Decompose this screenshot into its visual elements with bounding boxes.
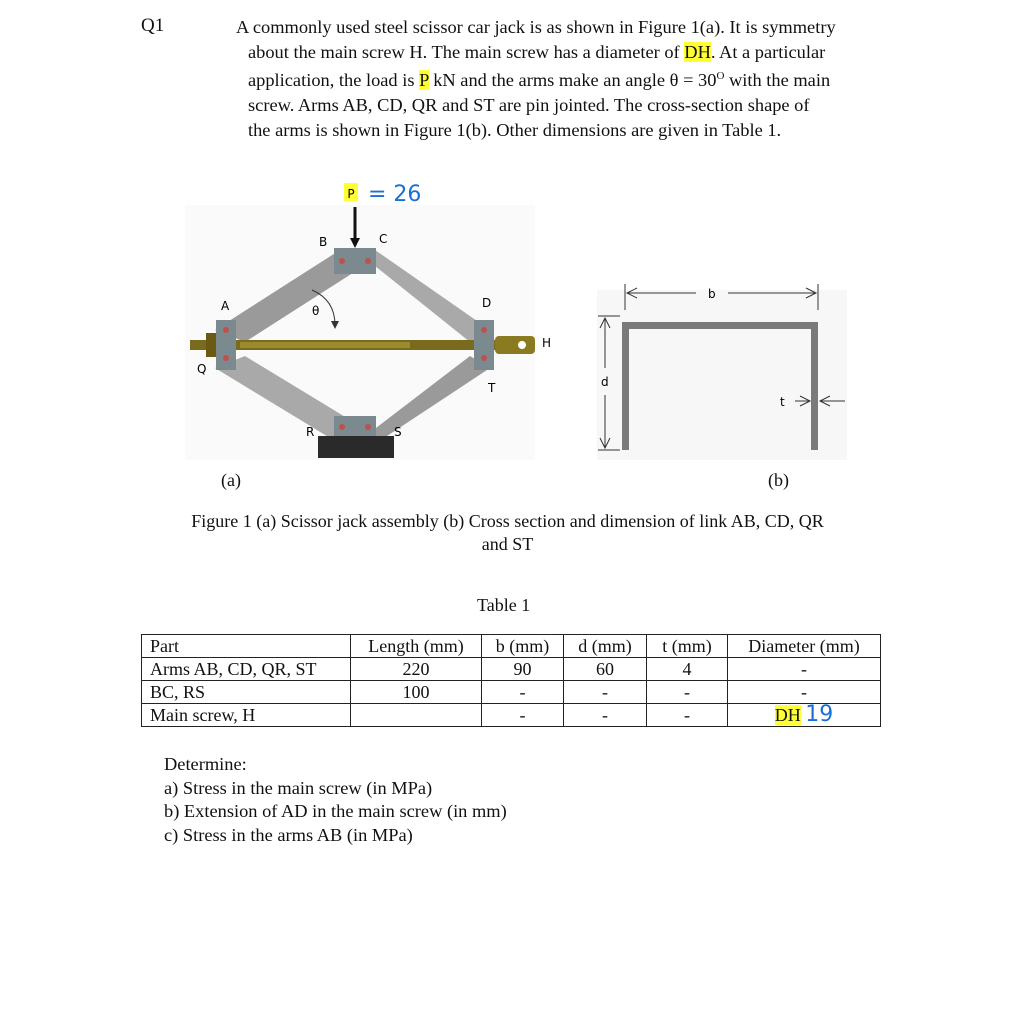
figure-caption-line-2: and ST [481,534,534,554]
label-d-dim: d [601,375,609,389]
table-cell: 100 [351,681,482,704]
label-h: H [542,336,552,350]
load-annotation: = 26 [368,182,422,207]
table-cell: - [482,704,564,727]
figure-b-caption: (b) [768,470,789,490]
diameter-label: DH [774,705,801,725]
question-number: Q1 [141,15,165,36]
table-cell: BC, RS [142,681,351,704]
table-cell: 60 [564,658,647,681]
table-header: Length (mm) [351,635,482,658]
label-t: T [488,381,496,395]
table-cell [351,704,482,727]
label-b: B [319,235,328,249]
figure-1 [0,0,1021,480]
cross-section-right-flange [811,322,818,450]
question-line-5: the arms is shown in Figure 1(b). Other dimensions are given in Table 1. [248,119,782,140]
label-a: A [221,299,230,313]
table-header: Part [142,635,351,658]
diameter-handwritten-value: 19 [805,702,834,727]
question-line-4: screw. Arms AB, CD, QR and ST are pin jointed. The cross-section shape of [248,94,810,115]
label-s: S [394,425,402,439]
highlight-dh: DH [684,41,711,62]
label-d: D [482,296,492,310]
label-t-dim: t [780,395,785,409]
table-cell: - [647,681,728,704]
label-c: C [379,232,388,246]
screw-nut [206,333,216,357]
figure-b-panel [597,290,847,460]
question-line-3: application, the load is P kN and the arms make an angle $\theta = 30^O$ with the main [248,70,831,91]
table-header-row [142,635,881,658]
table-title: Table 1 [477,595,531,615]
dimensions-table [141,634,881,727]
figure-caption [100,510,915,556]
theta-label: θ [312,304,320,318]
figure-caption-line-1: Figure 1 (a) Scissor jack assembly (b) Cross section and dimension of link AB, CD, QR [191,511,824,531]
table-cell: - [728,681,881,704]
cross-section-left-flange [622,322,629,450]
table-cell: 220 [351,658,482,681]
determine-item-c: c) Stress in the arms AB (in MPa) [164,824,413,845]
determine-item-a: a) Stress in the main screw (in MPa) [164,777,433,798]
determine-item-b: b) Extension of AD in the main screw (in mm) [164,801,507,821]
table-cell: 4 [647,658,728,681]
determine-section [164,753,507,847]
screw-end [495,336,535,354]
base-plate [318,436,394,458]
table-row [142,704,881,727]
diameter-cell [728,704,881,727]
load-label: P [347,187,355,201]
table-cell: 90 [482,658,564,681]
table-header: t (mm) [647,635,728,658]
determine-heading: Determine: [164,754,247,774]
screw-eye [518,341,526,349]
table-cell: - [728,658,881,681]
label-b-dim: b [708,287,716,301]
label-r: R [306,425,315,439]
table-cell: - [482,681,564,704]
table-row [142,681,881,704]
table-cell: Main screw, H [142,704,351,727]
table-cell: - [647,704,728,727]
figure-a-caption: (a) [221,470,241,490]
table-header: Diameter (mm) [728,635,881,658]
question-line-1: A commonly used steel scissor car jack is as shown in Figure 1(a). It is symmetry [236,17,836,37]
highlight-p: P [419,70,429,91]
table-row [142,658,881,681]
table-header: d (mm) [564,635,647,658]
question-line-2: about the main screw H. The main screw has a diameter of DH. At a particular [248,41,826,62]
table-header: b (mm) [482,635,564,658]
label-q: Q [197,362,207,376]
table-cell: - [564,681,647,704]
table-cell: Arms AB, CD, QR, ST [142,658,351,681]
cross-section-web [622,322,818,329]
table-cell: - [564,704,647,727]
